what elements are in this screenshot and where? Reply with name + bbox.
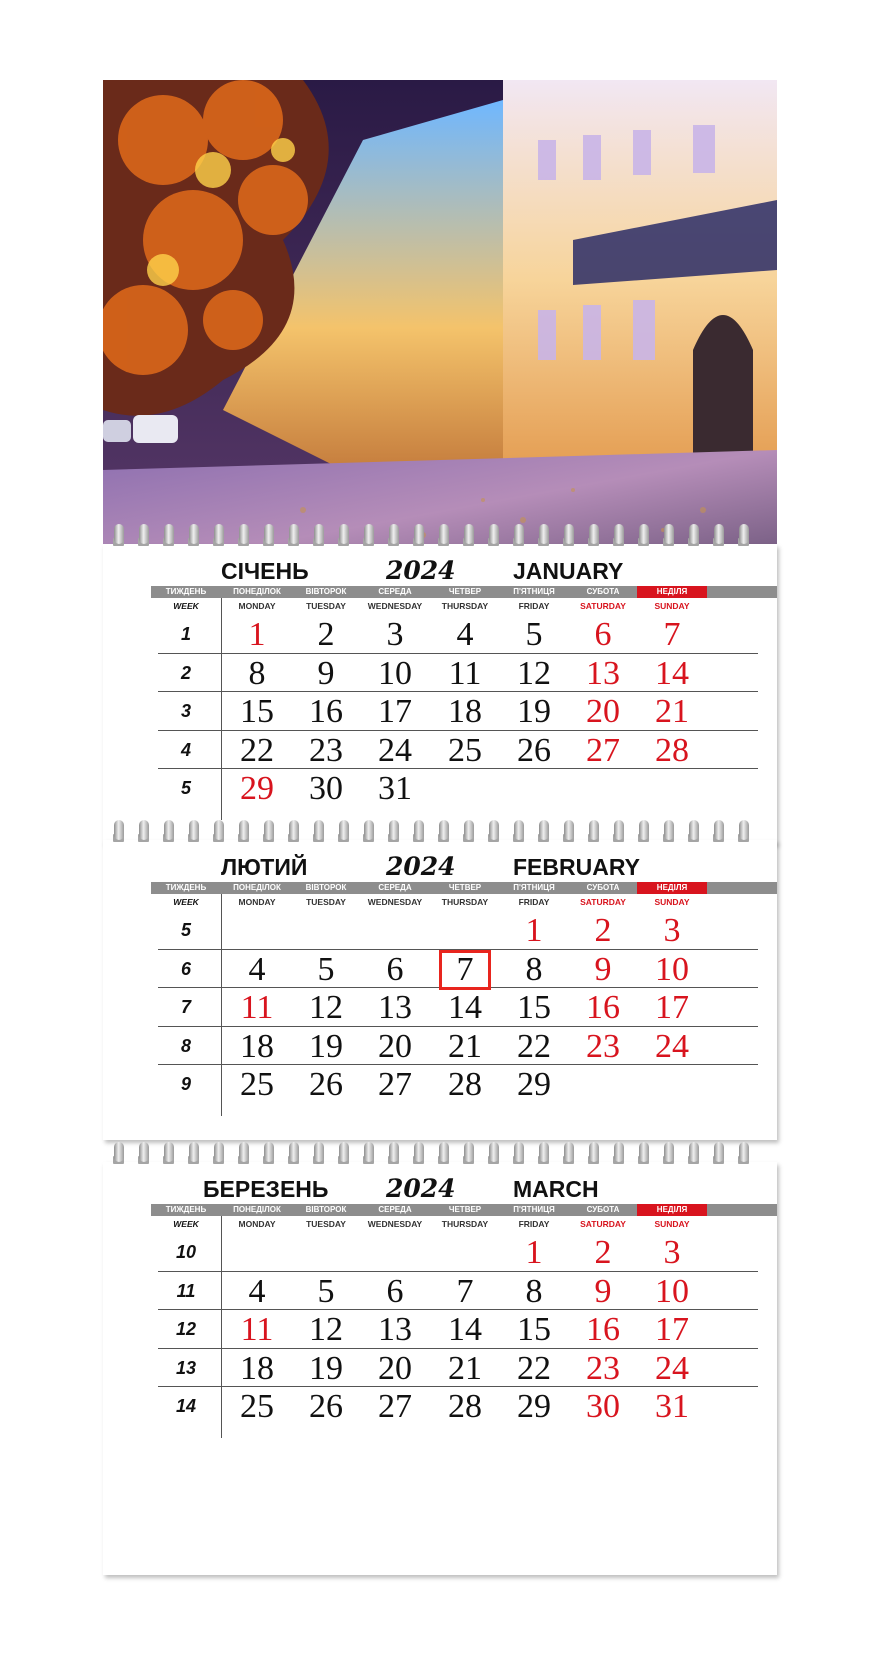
- day-cell[interactable]: 13: [378, 989, 412, 1026]
- binding-ring: [289, 820, 299, 840]
- binding-ring: [239, 1142, 249, 1162]
- weekday-header-ua: [151, 586, 777, 598]
- day-cell[interactable]: 27: [586, 731, 620, 769]
- week-number: 5: [180, 778, 191, 798]
- day-cell[interactable]: 25: [240, 1066, 274, 1103]
- weekday-en-7: SUNDAY: [654, 897, 690, 907]
- day-cell[interactable]: 9: [594, 1272, 612, 1310]
- day-cell[interactable]: 18: [240, 1027, 274, 1065]
- binding-ring: [664, 1142, 674, 1162]
- binding-ring: [364, 1142, 374, 1162]
- binding-ring: [139, 524, 149, 544]
- spiral-binding: [113, 524, 767, 550]
- month-panel-january: [103, 544, 777, 844]
- binding-ring: [114, 1142, 124, 1162]
- week-column-label: WEEK: [173, 897, 199, 907]
- binding-ring: [389, 820, 399, 840]
- row-divider: [158, 1026, 758, 1027]
- weekday-en-4: THURSDAY: [441, 601, 489, 611]
- binding-ring: [539, 524, 549, 544]
- weekday-ua-5: П'ЯТНИЦЯ: [513, 587, 555, 596]
- weekday-ua-3: СЕРЕДА: [378, 1205, 412, 1214]
- weekday-en-2: TUESDAY: [306, 897, 346, 907]
- day-cell[interactable]: 15: [517, 1311, 551, 1348]
- day-cell[interactable]: 13: [378, 1311, 412, 1348]
- weekday-ua-3: СЕРЕДА: [378, 587, 412, 596]
- weekday-ua-0: ТИЖДЕНЬ: [165, 587, 207, 596]
- weekday-header-ua: [151, 882, 777, 894]
- day-cell[interactable]: 20: [378, 1027, 412, 1065]
- weekday-en-1: MONDAY: [238, 1219, 276, 1229]
- day-cell[interactable]: 10: [378, 654, 412, 692]
- day-cell[interactable]: 7: [456, 1272, 474, 1310]
- week-number: 6: [180, 958, 191, 979]
- day-cell[interactable]: 22: [240, 731, 274, 769]
- day-cell[interactable]: 15: [517, 989, 551, 1026]
- weekday-header-ua: [151, 1204, 777, 1216]
- day-cell[interactable]: 17: [655, 989, 689, 1026]
- binding-ring: [589, 1142, 599, 1162]
- week-column-label: WEEK: [173, 601, 199, 611]
- binding-ring: [339, 820, 349, 840]
- weekday-ua-4: ЧЕТВЕР: [448, 1205, 482, 1214]
- day-cell[interactable]: 15: [240, 693, 274, 730]
- day-cell[interactable]: 7: [663, 616, 681, 653]
- day-cell[interactable]: 26: [309, 1066, 343, 1103]
- month-header: [103, 550, 777, 590]
- week-number: 14: [175, 1396, 197, 1416]
- weekday-ua-5: П'ЯТНИЦЯ: [513, 1205, 555, 1214]
- binding-ring: [739, 524, 749, 544]
- day-cell[interactable]: 12: [517, 654, 551, 692]
- binding-ring: [339, 524, 349, 544]
- day-cell[interactable]: 4: [248, 1272, 266, 1310]
- binding-ring: [614, 1142, 624, 1162]
- day-cell[interactable]: 25: [448, 731, 482, 769]
- day-cell[interactable]: 29: [240, 770, 274, 807]
- day-cell[interactable]: 23: [586, 1027, 620, 1065]
- day-cell[interactable]: 24: [655, 1349, 689, 1387]
- week-number: 10: [175, 1242, 197, 1262]
- binding-ring: [589, 524, 599, 544]
- binding-ring: [414, 524, 424, 544]
- day-cell[interactable]: 28: [655, 731, 689, 769]
- month-year: 2024: [386, 1174, 456, 1203]
- binding-ring: [314, 1142, 324, 1162]
- binding-ring: [714, 1142, 724, 1162]
- day-cell[interactable]: 14: [655, 654, 689, 692]
- day-cell[interactable]: 21: [655, 693, 689, 730]
- month-panel-march: [103, 1162, 777, 1575]
- binding-ring: [414, 820, 424, 840]
- binding-ring: [214, 820, 224, 840]
- weekday-en-3: WEDNESDAY: [367, 897, 423, 907]
- day-cell[interactable]: 11: [448, 654, 482, 692]
- day-cell[interactable]: 30: [309, 770, 343, 807]
- day-cell[interactable]: 22: [517, 1349, 551, 1387]
- binding-ring: [589, 820, 599, 840]
- row-divider: [158, 1348, 758, 1349]
- weekday-en-1: MONDAY: [238, 601, 276, 611]
- day-cell[interactable]: 24: [378, 731, 412, 769]
- day-cell[interactable]: 29: [517, 1388, 551, 1425]
- binding-ring: [514, 1142, 524, 1162]
- weekday-ua-2: ВІВТОРОК: [305, 883, 347, 892]
- week-number: 4: [180, 739, 191, 760]
- binding-ring: [439, 820, 449, 840]
- day-cell[interactable]: 5: [317, 1272, 335, 1310]
- day-cell[interactable]: 3: [386, 616, 404, 653]
- day-cell[interactable]: 29: [517, 1066, 551, 1103]
- binding-ring: [539, 820, 549, 840]
- week-number: 13: [175, 1357, 197, 1378]
- day-cell[interactable]: 22: [517, 1027, 551, 1065]
- binding-ring: [614, 524, 624, 544]
- binding-ring: [264, 1142, 274, 1162]
- binding-ring: [739, 1142, 749, 1162]
- month-panel-february: [103, 840, 777, 1140]
- binding-ring: [339, 1142, 349, 1162]
- day-cell[interactable]: 9: [594, 950, 612, 988]
- binding-ring: [314, 524, 324, 544]
- day-cell[interactable]: 13: [586, 654, 620, 692]
- day-cell[interactable]: 8: [525, 950, 543, 988]
- day-cell[interactable]: 11: [240, 1311, 274, 1348]
- week-number: 1: [180, 624, 191, 644]
- day-cell[interactable]: 4: [248, 950, 266, 988]
- month-name-en: MARCH: [513, 1176, 599, 1202]
- day-cell[interactable]: 7: [456, 950, 474, 988]
- day-cell[interactable]: 4: [456, 616, 474, 653]
- binding-ring: [264, 820, 274, 840]
- month-header: [103, 846, 777, 886]
- binding-ring: [164, 1142, 174, 1162]
- binding-ring: [264, 524, 274, 544]
- weekday-ua-1: ПОНЕДІЛОК: [233, 883, 281, 892]
- weekday-ua-4: ЧЕТВЕР: [448, 883, 482, 892]
- weekday-ua-4: ЧЕТВЕР: [448, 587, 482, 596]
- day-cell[interactable]: 31: [378, 770, 412, 807]
- weekday-en-2: TUESDAY: [306, 601, 346, 611]
- weekday-en-3: WEDNESDAY: [367, 601, 423, 611]
- month-name-ua: СІЧЕНЬ: [221, 558, 309, 584]
- day-cell[interactable]: 2: [594, 1234, 612, 1271]
- day-cell[interactable]: 25: [240, 1388, 274, 1425]
- weekday-en-3: WEDNESDAY: [367, 1219, 423, 1229]
- day-cell[interactable]: 8: [525, 1272, 543, 1310]
- binding-ring: [189, 1142, 199, 1162]
- binding-ring: [389, 1142, 399, 1162]
- binding-ring: [539, 1142, 549, 1162]
- day-cell[interactable]: 10: [655, 1272, 689, 1310]
- day-cell[interactable]: 1: [525, 1234, 543, 1271]
- row-divider: [158, 691, 758, 692]
- day-cell[interactable]: 17: [378, 693, 412, 730]
- day-cell[interactable]: 12: [309, 989, 343, 1026]
- binding-ring: [364, 820, 374, 840]
- day-cell[interactable]: 6: [386, 950, 404, 988]
- weekday-en-5: FRIDAY: [518, 601, 550, 611]
- weekday-en-6: SATURDAY: [580, 897, 626, 907]
- binding-ring: [139, 820, 149, 840]
- binding-ring: [489, 1142, 499, 1162]
- binding-ring: [439, 1142, 449, 1162]
- weekday-ua-6: СУБОТА: [586, 587, 620, 596]
- binding-ring: [514, 524, 524, 544]
- day-cell[interactable]: 26: [309, 1388, 343, 1425]
- day-cell[interactable]: 27: [378, 1066, 412, 1103]
- today-highlight: [439, 950, 491, 990]
- binding-ring: [714, 524, 724, 544]
- binding-ring: [289, 524, 299, 544]
- day-cell[interactable]: 2: [317, 616, 335, 653]
- weekday-ua-7: НЕДІЛЯ: [637, 586, 707, 598]
- day-cell[interactable]: 16: [586, 1311, 620, 1348]
- weekday-ua-2: ВІВТОРОК: [305, 587, 347, 596]
- wall-calendar: [103, 80, 777, 1575]
- binding-ring: [664, 524, 674, 544]
- week-number: 2: [180, 662, 191, 683]
- binding-ring: [414, 1142, 424, 1162]
- day-cell[interactable]: 3: [663, 1234, 681, 1271]
- binding-ring: [514, 820, 524, 840]
- day-cell[interactable]: 21: [448, 1027, 482, 1065]
- weekday-en-4: THURSDAY: [441, 897, 489, 907]
- week-number: 3: [180, 701, 191, 721]
- day-cell[interactable]: 27: [378, 1388, 412, 1425]
- day-cell[interactable]: 31: [655, 1388, 689, 1425]
- day-cell[interactable]: 6: [386, 1272, 404, 1310]
- weekday-en-2: TUESDAY: [306, 1219, 346, 1229]
- binding-ring: [439, 524, 449, 544]
- day-cell[interactable]: 26: [517, 731, 551, 769]
- binding-ring: [189, 524, 199, 544]
- binding-ring: [564, 1142, 574, 1162]
- binding-ring: [639, 820, 649, 840]
- binding-ring: [214, 524, 224, 544]
- day-cell[interactable]: 23: [309, 731, 343, 769]
- binding-ring: [139, 1142, 149, 1162]
- day-cell[interactable]: 20: [378, 1349, 412, 1387]
- weekday-en-7: SUNDAY: [654, 1219, 690, 1229]
- binding-ring: [639, 524, 649, 544]
- binding-ring: [664, 820, 674, 840]
- day-cell[interactable]: 6: [594, 616, 612, 653]
- weekday-ua-6: СУБОТА: [586, 883, 620, 892]
- binding-ring: [489, 524, 499, 544]
- binding-ring: [464, 1142, 474, 1162]
- binding-ring: [289, 1142, 299, 1162]
- binding-ring: [314, 820, 324, 840]
- binding-ring: [189, 820, 199, 840]
- row-divider: [158, 653, 758, 654]
- month-name-ua: ЛЮТИЙ: [221, 854, 308, 880]
- weekday-en-6: SATURDAY: [580, 601, 626, 611]
- binding-ring: [214, 1142, 224, 1162]
- binding-ring: [464, 524, 474, 544]
- day-cell[interactable]: 12: [309, 1311, 343, 1348]
- week-number: 9: [180, 1074, 191, 1094]
- binding-ring: [564, 820, 574, 840]
- day-cell[interactable]: 14: [448, 989, 482, 1026]
- month-name-ua: БЕРЕЗЕНЬ: [203, 1176, 329, 1202]
- binding-ring: [389, 524, 399, 544]
- binding-ring: [639, 1142, 649, 1162]
- day-cell[interactable]: 30: [586, 1388, 620, 1425]
- weekday-ua-7: НЕДІЛЯ: [637, 1204, 707, 1216]
- weekday-ua-7: НЕДІЛЯ: [637, 882, 707, 894]
- day-cell[interactable]: 18: [448, 693, 482, 730]
- day-cell[interactable]: 9: [317, 654, 335, 692]
- binding-ring: [164, 524, 174, 544]
- day-cell[interactable]: 16: [309, 693, 343, 730]
- weekday-ua-0: ТИЖДЕНЬ: [165, 1205, 207, 1214]
- weekday-en-5: FRIDAY: [518, 1219, 550, 1229]
- weekday-ua-1: ПОНЕДІЛОК: [233, 587, 281, 596]
- row-divider: [158, 1309, 758, 1310]
- day-cell[interactable]: 14: [448, 1311, 482, 1348]
- day-cell[interactable]: 16: [586, 989, 620, 1026]
- row-divider: [158, 1064, 758, 1065]
- spiral-binding: [113, 1142, 767, 1168]
- day-cell[interactable]: 17: [655, 1311, 689, 1348]
- day-cell[interactable]: 23: [586, 1349, 620, 1387]
- week-number: 12: [175, 1319, 197, 1339]
- binding-ring: [114, 524, 124, 544]
- binding-ring: [689, 524, 699, 544]
- day-cell[interactable]: 21: [448, 1349, 482, 1387]
- month-year: 2024: [386, 852, 456, 881]
- week-number: 8: [180, 1035, 191, 1056]
- day-cell[interactable]: 19: [309, 1349, 343, 1387]
- day-cell[interactable]: 1: [525, 912, 543, 949]
- binding-ring: [239, 820, 249, 840]
- row-divider: [158, 730, 758, 731]
- day-cell[interactable]: 1: [248, 616, 266, 653]
- row-divider: [158, 768, 758, 769]
- weekday-ua-5: П'ЯТНИЦЯ: [513, 883, 555, 892]
- day-cell[interactable]: 19: [517, 693, 551, 730]
- weekday-ua-3: СЕРЕДА: [378, 883, 412, 892]
- day-cell[interactable]: 18: [240, 1349, 274, 1387]
- day-cell[interactable]: 19: [309, 1027, 343, 1065]
- month-year: 2024: [386, 556, 456, 585]
- spiral-binding: [113, 820, 767, 846]
- binding-ring: [489, 820, 499, 840]
- weekday-ua-1: ПОНЕДІЛОК: [233, 1205, 281, 1214]
- month-header: [103, 1168, 777, 1208]
- weekday-en-7: SUNDAY: [654, 601, 690, 611]
- day-cell[interactable]: 10: [655, 950, 689, 988]
- day-cell[interactable]: 20: [586, 693, 620, 730]
- binding-ring: [464, 820, 474, 840]
- weekday-ua-6: СУБОТА: [586, 1205, 620, 1214]
- day-cell[interactable]: 28: [448, 1388, 482, 1425]
- binding-ring: [239, 524, 249, 544]
- binding-ring: [614, 820, 624, 840]
- row-divider: [158, 1386, 758, 1387]
- binding-ring: [689, 820, 699, 840]
- day-cell[interactable]: 5: [317, 950, 335, 988]
- week-number: 5: [180, 920, 191, 940]
- binding-ring: [739, 820, 749, 840]
- month-name-en: FEBRUARY: [513, 854, 640, 880]
- city-night-street-photo: [103, 80, 777, 574]
- day-cell[interactable]: 5: [525, 616, 543, 653]
- binding-ring: [114, 820, 124, 840]
- binding-ring: [564, 524, 574, 544]
- binding-ring: [164, 820, 174, 840]
- weekday-en-4: THURSDAY: [441, 1219, 489, 1229]
- month-name-en: JANUARY: [513, 558, 624, 584]
- binding-ring: [364, 524, 374, 544]
- day-cell[interactable]: 2: [594, 912, 612, 949]
- day-cell[interactable]: 3: [663, 912, 681, 949]
- row-divider: [158, 1271, 758, 1272]
- week-number: 7: [180, 997, 191, 1017]
- day-cell[interactable]: 24: [655, 1027, 689, 1065]
- weekday-ua-2: ВІВТОРОК: [305, 1205, 347, 1214]
- week-number: 11: [176, 1280, 196, 1301]
- weekday-en-5: FRIDAY: [518, 897, 550, 907]
- day-cell[interactable]: 28: [448, 1066, 482, 1103]
- weekday-ua-0: ТИЖДЕНЬ: [165, 883, 207, 892]
- day-cell[interactable]: 11: [240, 989, 274, 1026]
- week-column-label: WEEK: [173, 1219, 199, 1229]
- weekday-en-6: SATURDAY: [580, 1219, 626, 1229]
- weekday-en-1: MONDAY: [238, 897, 276, 907]
- binding-ring: [689, 1142, 699, 1162]
- binding-ring: [714, 820, 724, 840]
- day-cell[interactable]: 8: [248, 654, 266, 692]
